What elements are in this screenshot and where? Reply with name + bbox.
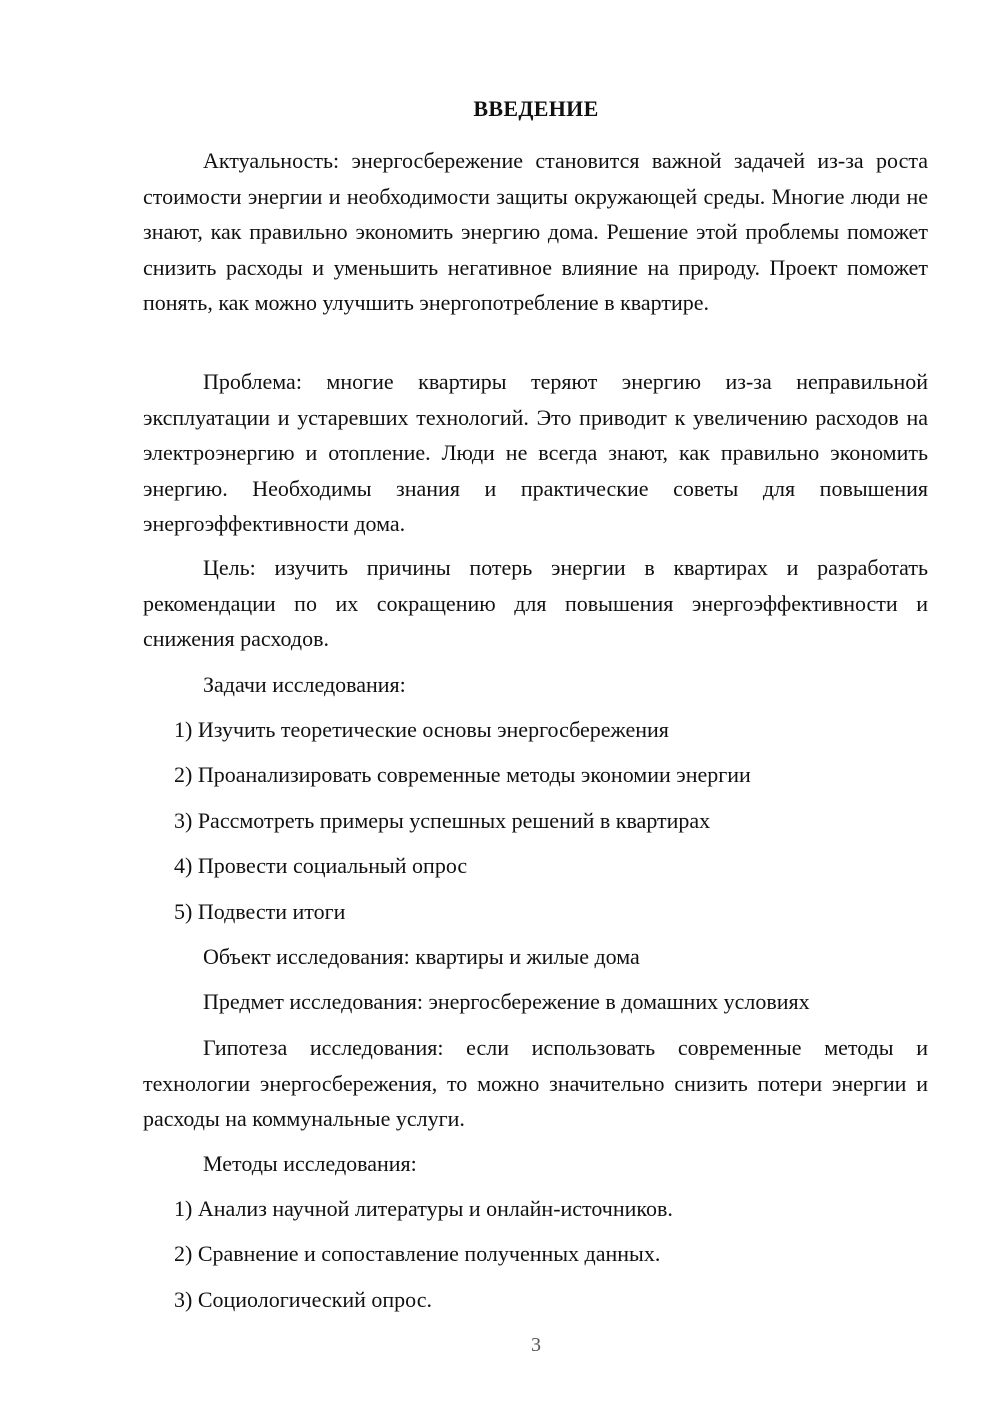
method-item: 2) Сравнение и сопоставление полученных данных. <box>174 1241 661 1266</box>
task-item: 1) Изучить теоретические основы энергосбережения <box>174 717 669 742</box>
page-number: 3 <box>531 1334 541 1356</box>
task-item: 3) Рассмотреть примеры успешных решений в квартирах <box>174 808 711 833</box>
task-item: 4) Провести социальный опрос <box>174 853 468 878</box>
method-item: 3) Социологический опрос. <box>174 1287 432 1312</box>
page-title: ВВЕДЕНИЕ <box>473 96 599 121</box>
task-item: 5) Подвести итоги <box>174 899 346 924</box>
object-line: Объект исследования: квартиры и жилые дома <box>203 944 640 969</box>
task-item: 2) Проанализировать современные методы экономии энергии <box>174 762 751 787</box>
hypothesis-paragraph: Гипотеза исследования: если использовать современные методы и технологии энергосбережения, то можно значительно снизить потери энергии и расходы на коммунальные услуги. <box>143 1035 928 1131</box>
subject-line: Предмет исследования: энергосбережение в домашних условиях <box>203 989 810 1014</box>
tasks-heading: Задачи исследования: <box>203 672 406 697</box>
goal-paragraph: Цель: изучить причины потерь энергии в квартирах и разработать рекомендации по их сокращению для повышения энергоэффективности и снижения расходов. <box>143 555 928 651</box>
methods-heading: Методы исследования: <box>203 1151 417 1176</box>
problem-paragraph: Проблема: многие квартиры теряют энергию из-за неправильной эксплуатации и устаревших технологий. Это приводит к увеличению расходов на электроэнергию и отопление. Люди не всегда знают, как правильно экономить энергию. Необходимы знания и практические советы для повышения энергоэффективности дома. <box>143 369 928 536</box>
relevance-paragraph: Актуальность: энергосбережение становится важной задачей из-за роста стоимости энергии и необходимости защиты окружающей среды. Многие люди не знают, как правильно экономить энергию дома. Решение этой проблемы поможет снизить расходы и уменьшить негативное влияние на природу. Проект поможет понять, как можно улучшить энергопотребление в квартире. <box>143 148 928 315</box>
method-item: 1) Анализ научной литературы и онлайн-источников. <box>174 1196 673 1221</box>
